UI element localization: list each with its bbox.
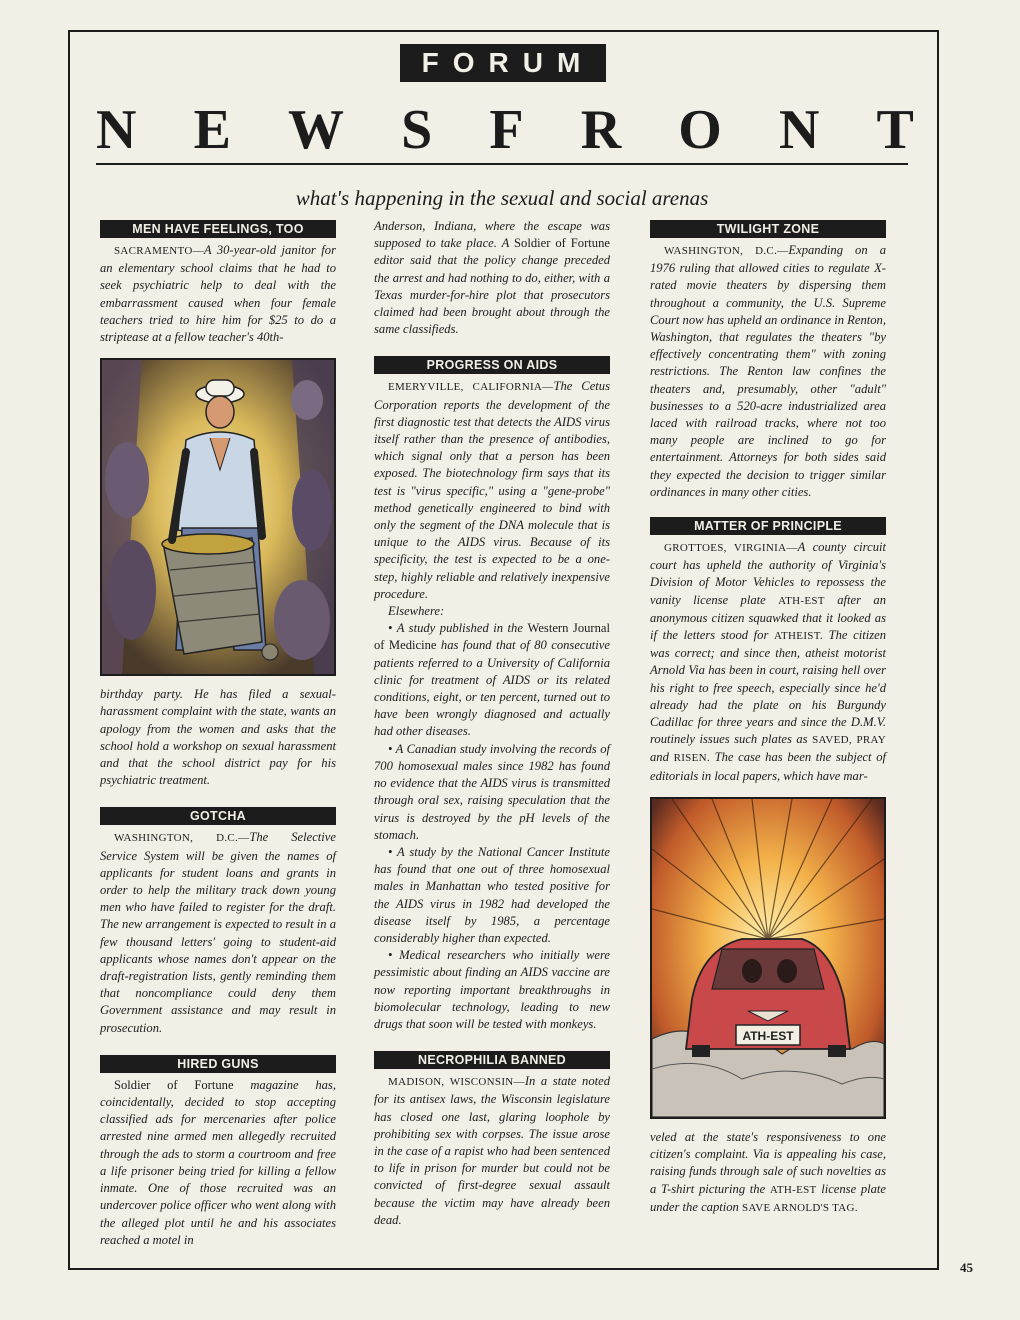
headline-matter-of-principle: MATTER OF PRINCIPLE: [650, 517, 886, 535]
article-body: Soldier of Fortune magazine has, coincidentally, decided to stop accepting classified ads for mercenaries after police arrested nine armed men allegedly recruited through the ads to storm a courtroom and free a life prisoner being tried for killing a fellow inmate. One of those recruited was an undercover police officer who went along with the alleged plot until he and his associates reached a motel in: [100, 1077, 336, 1247]
column-right: [650, 220, 886, 1217]
title-letter: N: [96, 99, 137, 161]
title-letter: T: [876, 99, 914, 161]
title-letter: S: [401, 99, 433, 161]
article-body: EMERYVILLE, CALIFORNIA—The Cetus Corporation reports the development of the first diagnostic test that detects the AIDS virus itself rather than the presence of antibodies, which signal only that a person has been exposed. The biotechnology firm says that its test is "virus specific," using a "gene-probe" method genetically engineered to bind with only the segment of the DNA molecule that is unique to the AIDS virus. Because of its specificity, the test is expected to be a one-step, highly reliable and relatively inexpensive procedure.: [374, 379, 610, 601]
cadillac-illustration: [650, 797, 886, 1119]
article-body: WASHINGTON, D.C.—The Selective Service System will be given the names of applicants for student loans and grants in order to help the military track down young men who have failed to register for the draft. The new arrangement is expected to result in a few thousand letters' going to student-aid applicants whose names don't appear on the draft-registration lists, gently reminding them that noncompliance could deny them Government assistance and may result in prosecution.: [100, 830, 336, 1035]
bullet-item: • A study by the National Cancer Institute has found that one out of three homosexual males in Manhattan who tested positive for the AIDS virus in 1982 had developed the disease itself by 1985, a percentage considerably higher than expected.: [374, 844, 610, 945]
column-left: [100, 220, 336, 1249]
headline-twilight-zone: TWILIGHT ZONE: [650, 220, 886, 238]
headline-necrophilia-banned: NECROPHILIA BANNED: [374, 1051, 610, 1069]
tagline: what's happening in the sexual and social arenas: [295, 186, 709, 210]
article-body: GROTTOES, VIRGINIA—A county circuit court has upheld the authority of Virginia's Division of Motor Vehicles to repossess the vanity license plate ATH-EST after an anonymous citizen squawked that it looked as if the letters stood for ATHEIST. The citizen was correct; and since then, atheist motorist Arnold Via has been in court, raising hell over his right to free speech, especially since he'd already had the plate on his Burgundy Cadillac for three years and since the D.M.V. routinely issues such plates as SAVED, PRAY and RISEN. The case has been the subject of editorials in local papers, which have mar-: [650, 540, 886, 783]
title-letter: N: [778, 99, 820, 161]
page-number: 45: [960, 1260, 973, 1275]
bullet-item: • A Canadian study involving the records of 700 homosexual males since 1982 has found no evidence that the AIDS virus is transmitted through oral sex, raising speculation that the virus is destroyed by the pH levels of the stomach.: [374, 741, 610, 842]
title-letter: E: [193, 99, 231, 161]
license-plate-text: ATH-EST: [742, 1028, 794, 1043]
title-letter: W: [288, 99, 345, 161]
article-body: birthday party. He has filed a sexual-harassment complaint with the state, wants an apology from the women and asks that the school hold a workshop on sexual harassment and that the school district pay for his psychiatric treatment.: [100, 687, 336, 788]
headline-hired-guns: HIRED GUNS: [100, 1055, 336, 1073]
article-body: MADISON, WISCONSIN—In a state noted for its antisex laws, the Wisconsin legislature has closed one last, glaring loophole by prohibiting sex with corpses. The issue arose in the case of a rapist who had been sentenced to life in prison for murder but could not be convicted of first-degree sexual assault because the victim may have already been dead.: [374, 1074, 611, 1227]
headline-gotcha: GOTCHA: [100, 807, 336, 825]
article-body: SACRAMENTO—A 30-year-old janitor for an elementary school claims that he had to seek psychiatric help to deal with the embarrassment caused when four female teachers tried to hire him for $25 to do a striptease at a fellow teacher's 40th-: [100, 243, 336, 345]
column-middle: [374, 218, 610, 1229]
headline-progress-on-aids: PROGRESS ON AIDS: [374, 356, 610, 374]
bullet-item: • Medical researchers who initially were pessimistic about finding an AIDS vaccine are now reporting important breakthroughs in biomolecular technology, leading to new drugs that soon will be tested with monkeys.: [374, 948, 610, 1031]
article-body: veled at the state's responsiveness to one citizen's complaint. Via is appealing his case, raising funds through sale of such novelties as a T-shirt picturing the ATH-EST license plate under the caption SAVE ARNOLD'S TAG.: [650, 1129, 886, 1214]
article-body: Elsewhere:: [388, 604, 445, 619]
article-body: Anderson, Indiana, where the escape was supposed to take place. A Soldier of Fortune editor said that the policy change preceded the arrest and had nothing to do, either, with a Texas murder-for-hire plot that prosecutors claimed had been brought about through the same classifieds.: [374, 219, 610, 337]
title-rule: [96, 163, 908, 165]
janitor-illustration: [100, 358, 336, 676]
article-body: WASHINGTON, D.C.—Expanding on a 1976 ruling that allowed cities to regulate X-rated movie theaters by dispersing them throughout a community, the U.S. Supreme Court now has upheld an ordinance in Renton, Washington, that regulates the theaters "by effectively concentrating them" with zoning restrictions. The Renton law confines the theaters and, presumably, other "adult" businesses to a 520-acre industrialized area laced with railroad tracks, where not too many people are inclined to go for entertainment. Attorneys for both sides said they expected the decision to trigger similar ordinances in many other cities.: [650, 243, 887, 499]
title-letter: O: [678, 99, 722, 161]
newsfront-title: [96, 100, 914, 160]
title-letter: F: [489, 99, 524, 161]
headline-men-have-feelings: MEN HAVE FEELINGS, TOO: [100, 220, 336, 238]
bullet-item: • A study published in the Western Journal of Medicine has found that of 80 consecutive patients referred to a University of California clinic for treatment of AIDS or its related conditions, eight, or ten percent, turned out to have been wrongly diagnosed and actually had other diseases.: [374, 621, 611, 739]
forum-section-label: FORUM: [400, 44, 606, 82]
title-letter: R: [580, 99, 622, 161]
